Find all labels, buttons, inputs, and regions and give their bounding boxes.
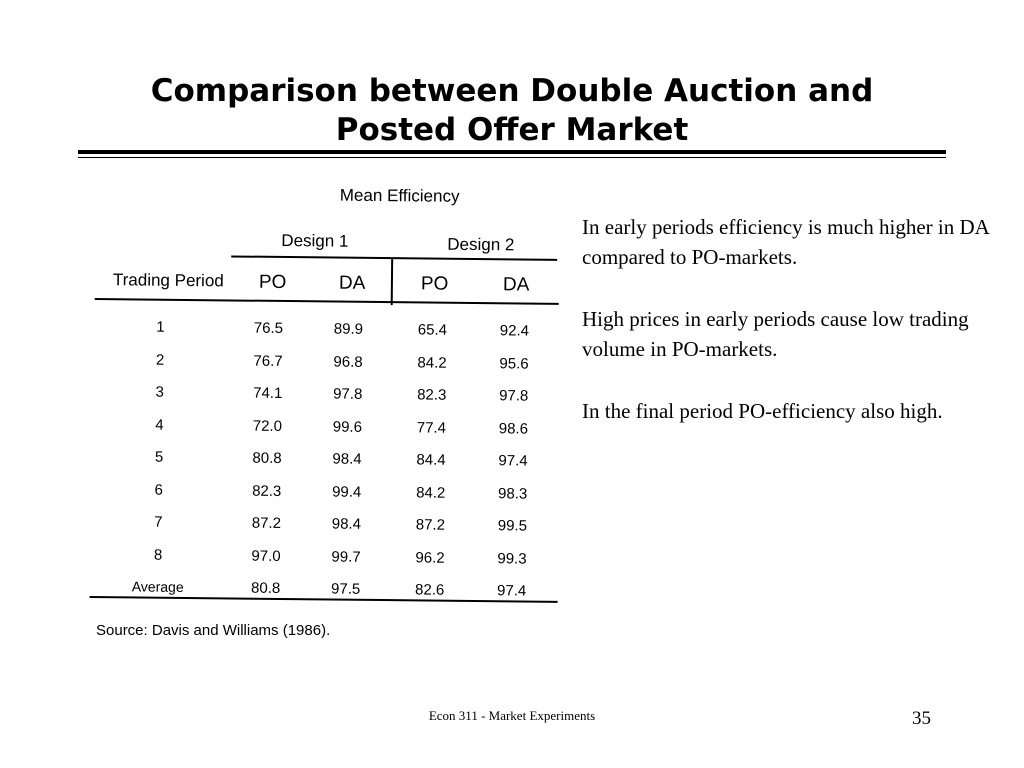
design2-da-cell: 98.3: [498, 484, 528, 503]
design2-po-cell: 65.4: [417, 321, 448, 339]
design2-da-cell: 99.3: [497, 549, 527, 568]
design2-po-cell: 77.4: [416, 418, 447, 437]
title-divider-thick: [78, 150, 946, 154]
design1-da-cell: 98.4: [332, 450, 362, 468]
design1-po-cell: 76.5: [253, 319, 284, 337]
row-header-trading-period: Trading Period: [112, 270, 224, 291]
period-cell: 3: [155, 383, 165, 401]
col-header-design1-da: DA: [338, 272, 366, 294]
design2-da-cell: 99.5: [497, 517, 528, 535]
group-header-design-1: Design 1: [281, 230, 349, 251]
slide-title: [0, 72, 1024, 150]
design1-da-cell: 97.8: [333, 385, 363, 403]
design2-da-cell: 98.6: [498, 419, 529, 438]
table-source: Source: Davis and Williams (1986).: [96, 622, 331, 639]
period-cell: Average: [131, 578, 184, 595]
design1-da-cell: 99.7: [331, 548, 361, 566]
group-header-design-2: Design 2: [447, 234, 515, 255]
commentary-point: In the final period PO-efficiency also high.: [582, 399, 943, 423]
commentary: [582, 212, 992, 458]
title-divider-thin: [78, 157, 946, 158]
design1-po-cell: 87.2: [251, 514, 282, 532]
design1-po-cell: 76.7: [253, 352, 283, 370]
footer-text: Econ 311 - Market Experiments: [428, 708, 596, 723]
design2-po-cell: 96.2: [415, 548, 445, 567]
design1-po-cell: 80.8: [251, 579, 281, 597]
design1-da-cell: 89.9: [333, 320, 364, 338]
column-header-rule: [95, 298, 559, 304]
design2-po-cell: 84.4: [416, 451, 446, 469]
design1-po-cell: 74.1: [253, 384, 283, 402]
design1-po-cell: 97.0: [251, 547, 281, 565]
design1-da-cell: 98.4: [331, 515, 362, 533]
period-cell: 7: [154, 513, 163, 531]
design1-po-cell: 82.3: [252, 482, 282, 500]
design2-po-cell: 87.2: [415, 516, 446, 534]
group-header-rule: [231, 255, 557, 260]
design2-da-cell: 95.6: [499, 354, 529, 373]
design2-po-cell: 82.3: [417, 386, 447, 404]
design1-po-cell: 72.0: [252, 417, 283, 435]
design1-da-cell: 97.5: [331, 580, 361, 598]
design2-po-cell: 84.2: [417, 353, 447, 372]
design2-da-cell: 92.4: [499, 322, 530, 340]
efficiency-table: [89, 178, 564, 653]
col-header-design1-po: PO: [258, 271, 287, 294]
page-number: 35: [912, 708, 931, 729]
period-cell: 4: [155, 416, 164, 434]
design2-da-cell: 97.8: [499, 387, 529, 405]
slide-title-line-1: Comparison between Double Auction and: [150, 73, 874, 109]
period-cell: 5: [154, 448, 164, 466]
commentary-point: In early periods efficiency is much higher in DA compared to PO-markets.: [582, 215, 989, 269]
design2-po-cell: 82.6: [415, 581, 445, 599]
commentary-point: High prices in early periods cause low trading volume in PO-markets.: [582, 307, 969, 361]
design2-da-cell: 97.4: [497, 582, 527, 600]
slide-title-line-2: Posted Offer Market: [335, 112, 689, 148]
table-caption: Mean Efficiency: [339, 185, 460, 206]
design1-po-cell: 80.8: [252, 449, 282, 467]
col-header-design2-da: DA: [502, 274, 530, 296]
col-header-design2-po: PO: [420, 273, 449, 295]
design2-da-cell: 97.4: [498, 452, 528, 470]
design1-da-cell: 99.4: [332, 483, 362, 501]
design2-po-cell: 84.2: [416, 483, 446, 502]
period-cell: 6: [154, 481, 164, 499]
design1-da-cell: 99.6: [332, 418, 363, 436]
design-separator: [391, 259, 393, 305]
period-cell: 1: [156, 318, 165, 336]
design1-da-cell: 96.8: [333, 353, 363, 371]
period-cell: 2: [155, 351, 165, 369]
period-cell: 8: [153, 546, 163, 564]
